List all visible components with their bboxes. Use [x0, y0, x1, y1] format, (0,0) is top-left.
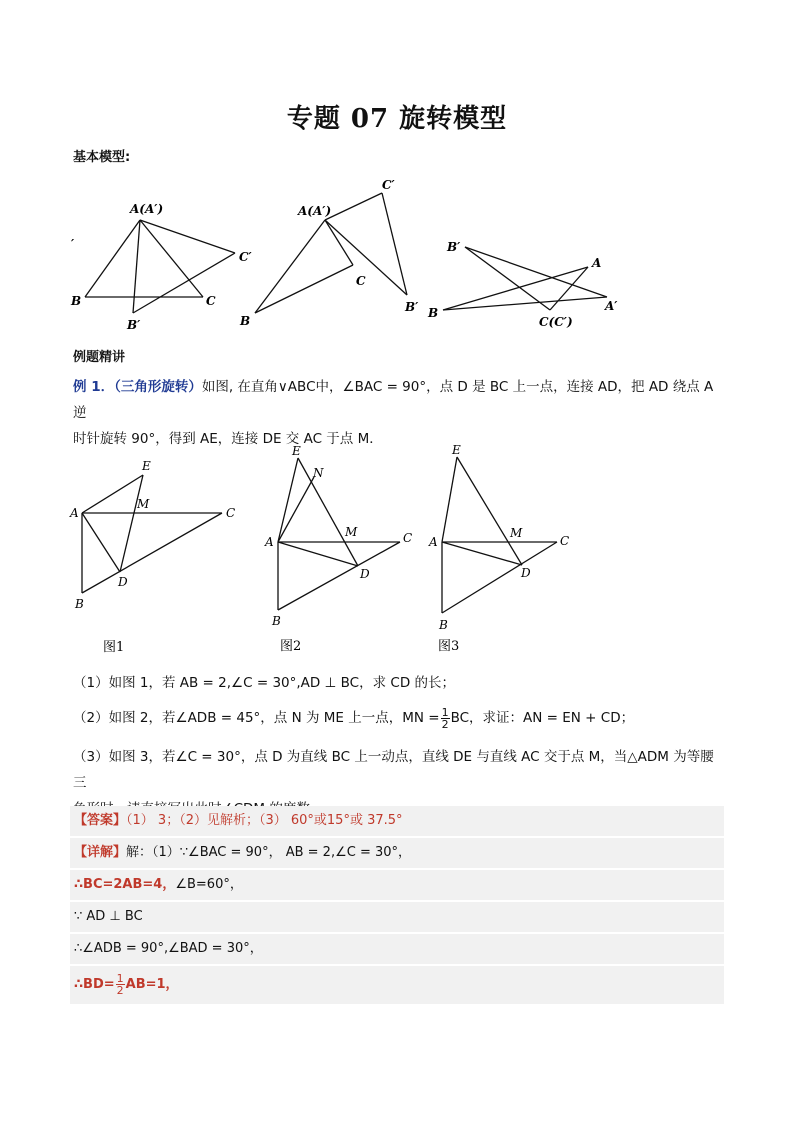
point-label: B — [272, 614, 281, 628]
point-label: A — [429, 535, 438, 549]
fig-line — [278, 477, 314, 542]
point-label: A(A′) — [130, 202, 164, 216]
detail-row-2 — [70, 870, 724, 900]
example-line-1: 如图, 在直角∨ABC中，∠BAC = 90°，点 D 是 BC 上一点，连接 AD，把 AD 绕点 A 逆 — [73, 379, 714, 421]
detail-line-5a: ∴BD= — [74, 977, 115, 992]
point-label: M — [510, 526, 523, 540]
point-label: B — [71, 294, 82, 308]
example-figure-3 — [425, 440, 595, 655]
point-label: D — [118, 575, 128, 589]
figure-caption: 图3 — [438, 639, 460, 654]
point-label: B — [428, 306, 439, 320]
point-label: M — [345, 525, 358, 539]
detail-line-2a: ∴BC=2AB=4， — [74, 877, 176, 892]
detail-line-3: ∵ AD ⊥ BC — [74, 909, 143, 924]
detail-line-2b: ∠B=60°， — [175, 877, 243, 892]
detail-row-1 — [70, 838, 724, 868]
fig-line — [443, 297, 607, 310]
fraction-numerator: 1 — [116, 972, 124, 985]
question-2-part-b: BC，求证：AN = EN + CD； — [450, 710, 635, 726]
fig-line — [325, 220, 407, 295]
fig-line — [443, 267, 588, 310]
point-label: N — [313, 466, 324, 480]
fig-line — [82, 513, 222, 593]
example-figure-1 — [70, 455, 240, 655]
fig-line — [133, 253, 235, 313]
page-title: 专题 07 旋转模型 — [286, 104, 508, 134]
figure-caption: 图2 — [280, 639, 302, 654]
fig-line — [465, 247, 607, 297]
fig-line — [465, 247, 550, 310]
point-label: B — [75, 597, 84, 611]
question-3-line-1: （3）如图 3，若∠C = 30°，点 D 为直线 BC 上一动点，直线 DE 与直线 AC 交于点 M，当△ADM 为等腰三 — [73, 749, 714, 791]
point-label: D — [360, 567, 370, 581]
detail-row-4 — [70, 934, 724, 964]
answer-row — [70, 806, 724, 836]
fraction-denominator: 2 — [441, 717, 449, 731]
fig-line — [442, 542, 557, 613]
fig-line — [298, 458, 358, 566]
detail-row-5 — [70, 966, 724, 1004]
point-label: B′ — [405, 300, 419, 314]
fig-line — [85, 220, 140, 297]
point-label: C — [206, 294, 216, 308]
answer-label: 【答案】 — [74, 813, 127, 828]
fraction — [116, 973, 125, 996]
point-label: A(A′) — [298, 204, 332, 218]
point-label: A — [70, 506, 79, 520]
point-label: C(C′) — [539, 315, 573, 329]
fig-line — [325, 193, 382, 220]
point-label: B′ — [127, 318, 141, 332]
fig-line — [82, 513, 120, 572]
detail-line-5b: AB=1， — [125, 977, 179, 992]
point-label: C — [403, 531, 413, 545]
fig-line — [133, 220, 140, 313]
fig-line — [82, 475, 143, 513]
figure-caption: 图1 — [103, 640, 125, 655]
point-label: A′ — [605, 299, 618, 313]
fig-line — [120, 475, 143, 572]
fig-line — [278, 542, 400, 610]
fraction-denominator: 2 — [116, 984, 124, 997]
point-label: B — [439, 618, 448, 632]
fig-line — [382, 193, 407, 295]
point-label: ′ — [71, 237, 75, 251]
point-label: M — [137, 497, 150, 511]
fraction-numerator: 1 — [441, 705, 449, 719]
question-2 — [73, 705, 723, 731]
point-label: E — [142, 459, 151, 473]
detail-label: 【详解】 — [74, 845, 127, 860]
detail-line-4: ∴∠ADB = 90°,∠BAD = 30°， — [74, 941, 263, 956]
example-line-2: 时针旋转 90°，得到 AE，连接 DE 交 AC 于点 M． — [73, 431, 383, 447]
point-label: B′ — [447, 240, 461, 254]
point-label: C′ — [239, 250, 252, 264]
point-label: A — [592, 256, 602, 270]
point-label: D — [521, 566, 531, 580]
point-label: C — [560, 534, 570, 548]
detail-row-3 — [70, 902, 724, 932]
examples-heading: 例题精讲 — [73, 350, 126, 365]
basic-figure-3 — [425, 235, 635, 335]
point-label: E — [452, 443, 461, 457]
question-2-part-a: （2）如图 2，若∠ADB = 45°，点 N 为 ME 上一点，MN = — [73, 710, 440, 726]
point-label: B — [240, 314, 251, 328]
answer-text: （1） 3；（2）见解析；（3） 60°或15°或 37.5° — [126, 813, 403, 828]
point-label: C — [356, 274, 366, 288]
point-label: C′ — [382, 178, 395, 192]
point-label: E — [292, 444, 301, 458]
example-tag: （三角形旋转） — [114, 379, 202, 395]
fig-line — [255, 220, 325, 313]
basic-figure-2 — [235, 175, 435, 335]
point-label: A — [265, 535, 274, 549]
question-1: （1）如图 1，若 AB = 2,∠C = 30°,AD ⊥ BC，求 CD 的长； — [73, 675, 456, 691]
detail-line-1: 解：（1）∵∠BAC = 90°， AB = 2,∠C = 30°， — [126, 845, 412, 860]
fig-line — [278, 458, 298, 542]
example-label: 例 1． — [73, 379, 115, 395]
point-label: C — [226, 506, 236, 520]
example-figure-2 — [260, 440, 430, 655]
fig-line — [255, 265, 353, 313]
fraction — [441, 707, 450, 730]
fig-line — [442, 457, 457, 542]
basic-model-heading: 基本模型: — [73, 150, 131, 165]
